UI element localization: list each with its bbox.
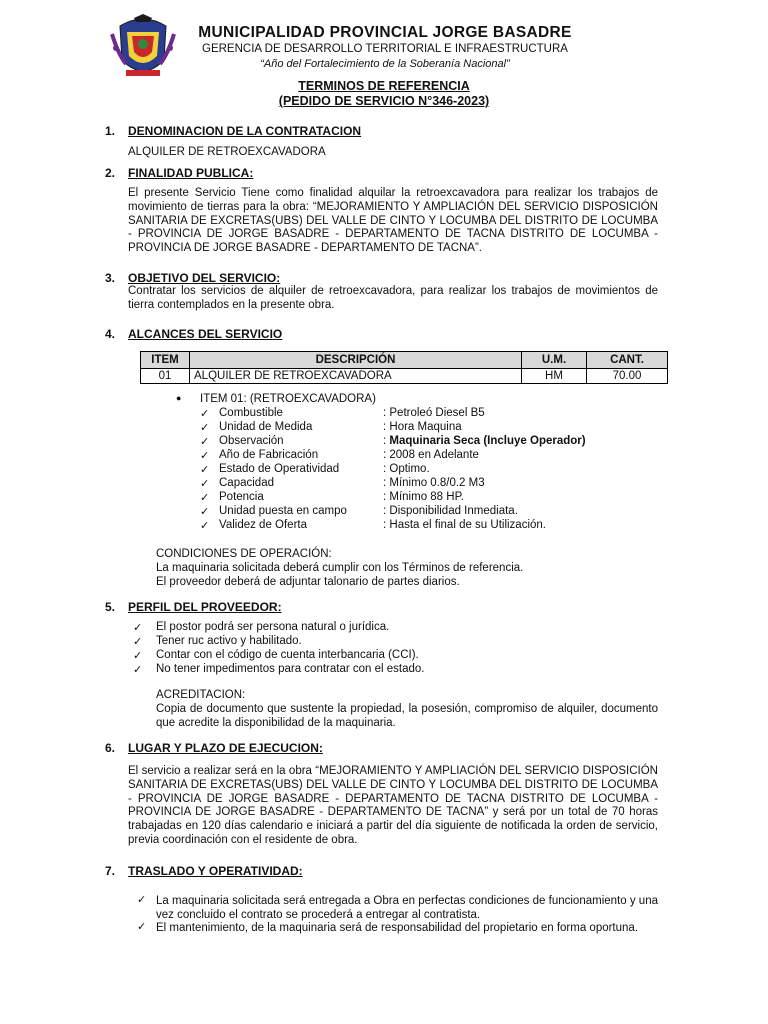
list-item: No tener impedimentos para contratar con el estado. [156,663,425,675]
document-title-line2: (PEDIDO DE SERVICIO N°346-2023) [278,94,490,108]
section-2-text: El presente Servicio Tiene como finalidad alquilar la retroexcavadora para realizar los trabajos de movimiento de tierras para la obra: “MEJORAMIENTO Y AMPLIACIÓN DEL SERVICIO DISPOSICIÓN SANITARIA DE EXCRETAS(UBS) DEL VALLE DE CINTO Y LOCUMBA DEL DISTRITO DE LOCUMBA - PROVINCIA DE JORGE BASADRE - DEPARTAMENTO DE TACNA DISTRITO DE LOCUMBA - PROVINCIA DE JORGE BASADRE - DEPARTAMENTO DE TACNA”. [128,187,658,255]
checkmark-icon: ✓ [133,622,143,634]
spec-value-text: : Hora Maquina [383,421,462,433]
checkmark-icon: ✓ [200,464,210,476]
services-table [140,351,668,384]
list-item: Contar con el código de cuenta interbancaria (CCI). [156,649,419,661]
section-title: PERFIL DEL PROVEEDOR: [128,600,282,614]
spec-label: Año de Fabricación [219,449,319,461]
section-title: DENOMINACION DE LA CONTRATACION [128,124,362,138]
section-number: 6. [105,741,116,755]
section-4-heading [105,327,282,341]
spec-value [383,491,464,505]
spec-value-text: : Mínimo 0.8/0.2 M3 [383,477,485,489]
spec-value [383,449,479,463]
spec-value-text: : Optimo. [383,463,430,475]
section-title: OBJETIVO DEL SERVICIO: [128,271,281,285]
checkmark-icon: ✓ [200,520,210,532]
column-header-item: ITEM [141,352,190,369]
spec-value-text: : Mínimo 88 HP. [383,491,464,503]
checkmark-icon: ✓ [200,506,210,518]
spec-value [383,463,430,477]
section-3-text: Contratar los servicios de alquiler de retroexcavadora, para realizar los trabajos de movimientos de tierra contemplados en la presente obra. [128,285,658,311]
accreditation-text: Copia de documento que sustente la propiedad, la posesión, compromiso de alquiler, documento que acredite la disponibilidad de la maquinaria. [156,703,658,729]
cell-description: ALQUILER DE RETROEXCAVADORA [190,369,522,384]
table-header-row [141,352,668,369]
spec-value-text: : Disponibilidad Inmediata. [383,505,518,517]
table-row [141,369,668,384]
spec-label: Combustible [219,407,283,419]
column-header-unit: U.M. [522,352,587,369]
checkmark-icon: ✓ [137,894,147,906]
column-header-description: DESCRIPCIÓN [190,352,522,369]
spec-value-emphasis: Maquinaria Seca (Incluye Operador) [389,435,586,447]
section-number: 7. [105,864,116,878]
section-number: 5. [105,600,116,614]
spec-label: Estado de Operatividad [219,463,340,475]
checkmark-icon: ✓ [200,422,210,434]
cell-item: 01 [141,369,190,384]
item-heading: ITEM 01: (RETROEXCAVADORA) [200,393,376,405]
checkmark-icon: ✓ [200,436,210,448]
spec-label: Unidad de Medida [219,421,313,433]
section-3-heading [105,271,280,285]
spec-label: Potencia [219,491,264,503]
checkmark-icon: ✓ [133,636,143,648]
list-item: La maquinaria solicitada será entregada a Obra en perfectas condiciones de funcionamiento y una vez concluido el contrato se procederá a entregar al contratista. [156,895,658,921]
section-title: FINALIDAD PUBLICA: [128,166,254,180]
spec-value [383,435,586,449]
spec-value [383,477,485,491]
spec-label: Observación [219,435,284,447]
section-7-heading [105,864,303,878]
checkmark-icon: ✓ [200,478,210,490]
bullet-icon: ● [176,393,182,403]
municipal-emblem-icon [110,14,176,84]
header-subtitle: GERENCIA DE DESARROLLO TERRITORIAL E INFRAESTRUCTURA [202,43,568,55]
section-number: 2. [105,166,116,180]
header-title: MUNICIPALIDAD PROVINCIAL JORGE BASADRE [198,24,572,41]
section-title: LUGAR Y PLAZO DE EJECUCION: [128,741,323,755]
list-item: El postor podrá ser persona natural o jurídica. [156,621,390,633]
spec-label: Validez de Oferta [219,519,308,531]
header-motto: “Año del Fortalecimiento de la Soberanía Nacional” [260,58,510,70]
section-number: 3. [105,271,116,285]
document-title-line1: TERMINOS DE REFERENCIA [298,79,470,93]
spec-value-text: : 2008 en Adelante [383,449,479,461]
section-number: 1. [105,124,116,138]
section-6-heading [105,741,323,755]
section-1-text: ALQUILER DE RETROEXCAVADORA [128,146,326,158]
spec-label: Unidad puesta en campo [219,505,347,517]
section-1-heading [105,124,361,138]
spec-value-text: : Hasta el final de su Utilización. [383,519,546,531]
spec-value [383,505,518,519]
checkmark-icon: ✓ [200,450,210,462]
cell-quantity: 70.00 [587,369,668,384]
column-header-quantity: CANT. [587,352,668,369]
section-2-heading [105,166,253,180]
spec-value-text: : [383,435,390,447]
checkmark-icon: ✓ [200,408,210,420]
section-title: TRASLADO Y OPERATIVIDAD: [128,864,303,878]
cell-unit: HM [522,369,587,384]
spec-value [383,519,546,533]
checkmark-icon: ✓ [133,664,143,676]
section-number: 4. [105,327,116,341]
section-6-text: El servicio a realizar será en la obra “MEJORAMIENTO Y AMPLIACIÓN DEL SERVICIO DISPOSICIÓN SANITARIA DE EXCRETAS(UBS) DEL VALLE DE CINTO Y LOCUMBA DEL DISTRITO DE LOCUMBA - PROVINCIA DE JORGE BASADRE - DEPARTAMENTO DE TACNA DISTRITO DE LOCUMBA - PROVINCIA DE JORGE BASADRE - DEPARTAMENTO DE TACNA” y será por un total de 70 horas trabajadas en 120 días calendario e iniciará a partir del día siguiente de notificada la orden de servicio, previa coordinación con el residente de obra. [128,765,658,846]
spec-value-text: : Petroleó Diesel B5 [383,407,485,419]
list-item: El mantenimiento, de la maquinaria será de responsabilidad del propietario en forma oportuna. [156,922,639,934]
conditions-line-2: El proveedor deberá de adjuntar talonario de partes diarios. [156,576,460,588]
checkmark-icon: ✓ [133,650,143,662]
spec-label: Capacidad [219,477,274,489]
conditions-line-1: La maquinaria solicitada deberá cumplir con los Términos de referencia. [156,562,524,574]
accreditation-heading: ACREDITACION: [156,689,246,701]
checkmark-icon: ✓ [137,921,147,933]
list-item: Tener ruc activo y habilitado. [156,635,302,647]
spec-value [383,407,485,421]
checkmark-icon: ✓ [200,492,210,504]
spec-value [383,421,462,435]
section-title: ALCANCES DEL SERVICIO [128,327,283,341]
conditions-heading: CONDICIONES DE OPERACIÓN: [156,548,332,560]
section-5-heading [105,600,282,614]
